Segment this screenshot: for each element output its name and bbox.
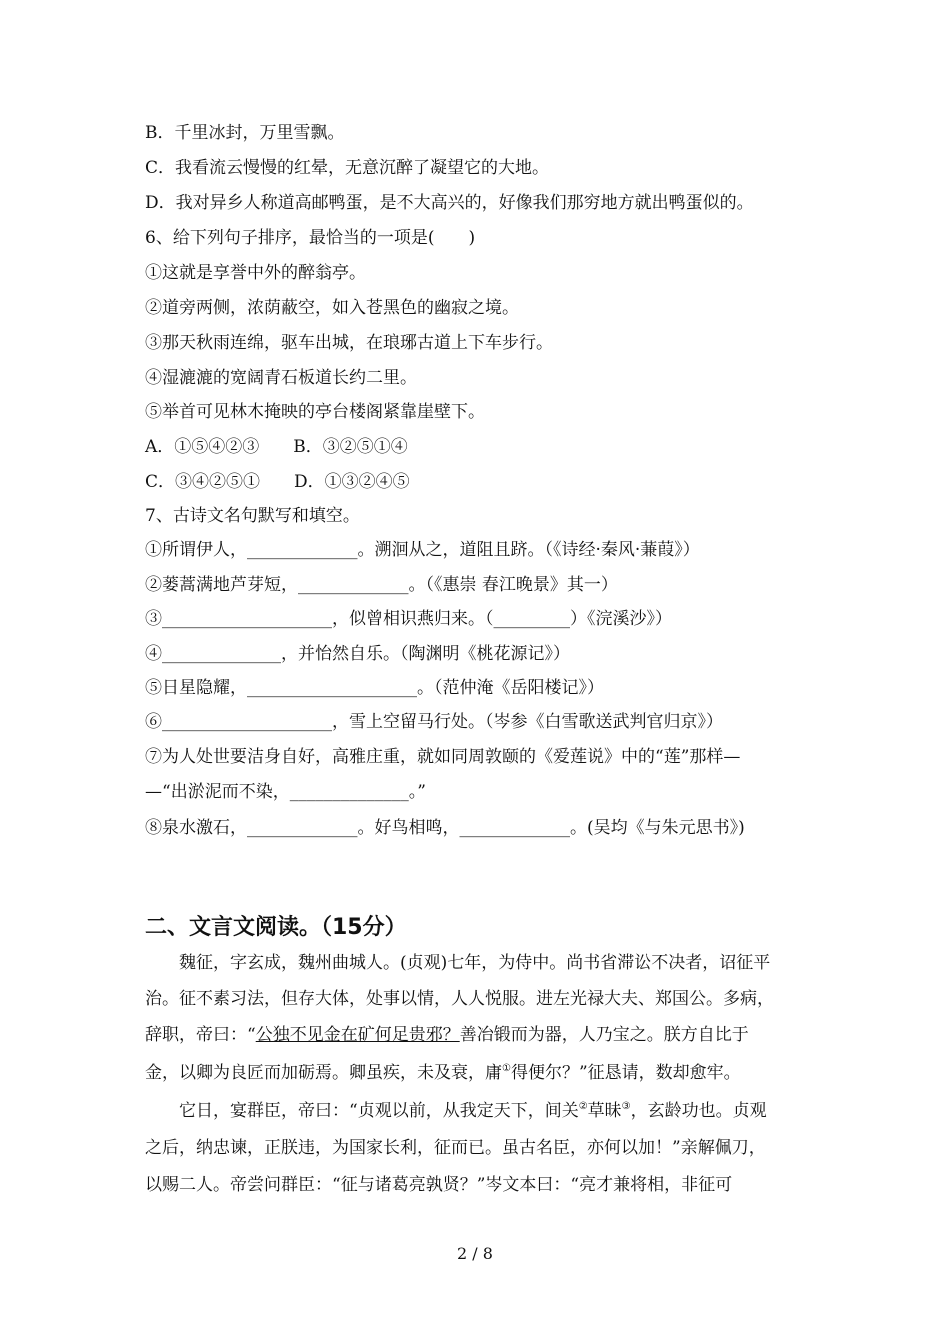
option-d: D．我对异乡人称道高邮鸭蛋，是不大高兴的，好像我们那穷地方就出鸭蛋似的。	[145, 193, 754, 213]
q7-item: ⑥____________________，雪上空留马行处。（岑参《白雪歌送武判官归京》）	[145, 712, 723, 732]
q7-item: ⑤日星隐耀，____________________。（范仲淹《岳阳楼记》）	[145, 678, 604, 698]
q7-item: ④______________，并怡然自乐。（陶渊明《桃花源记》）	[145, 644, 570, 664]
passage-line: 之后，纳忠谏，正朕违，为国家长利，征而已。虽古名臣，亦何以加！”亲解佩刀，	[145, 1138, 766, 1158]
passage-line: 治。征不素习法，但存大体，处事以情，人人悦服。进左光禄大夫、郑国公。多病，	[145, 989, 774, 1009]
q7-item: ②蒌蒿满地芦芽短，_____________。（《惠崇 春江晚景》其一）	[145, 575, 618, 595]
q7-item: ①所谓伊人，_____________。溯洄从之，道阻且跻。（《诗经·秦风·蒹葭》）	[145, 540, 700, 560]
question-7-stem: 7、古诗文名句默写和填空。	[145, 506, 360, 526]
text: ，玄龄功也。贞观	[630, 1101, 767, 1121]
text: 它日，宴群臣，帝曰：“贞观以前，从我定天下，间关	[145, 1101, 579, 1121]
text: 善冶锻而为器，人乃宝之。朕方自比于	[459, 1025, 749, 1045]
q7-item: —“出淤泥而不染，______________。”	[145, 782, 426, 802]
q7-item: ⑦为人处世要洁身自好，高雅庄重，就如同周敦颐的《爱莲说》中的“莲”那样—	[145, 747, 741, 767]
option-b: B．千里冰封，万里雪飘。	[145, 123, 345, 143]
q6-options-ab: A．①⑤④②③ B．③②⑤①④	[145, 437, 408, 457]
text: 得便尔？”征恳请，数却愈牢。	[510, 1063, 741, 1083]
passage-line: 以赐二人。帝尝问群臣：“征与诸葛亮孰贤？”岑文本曰：“亮才兼将相，非征可	[145, 1175, 733, 1195]
q6-item: ②道旁两侧，浓荫蔽空，如入苍黑色的幽寂之境。	[145, 298, 519, 318]
text: 辞职，帝曰：“	[145, 1025, 256, 1045]
section-heading: 二、文言文阅读。（15分）	[145, 915, 407, 940]
footnote-mark: ②	[578, 1101, 588, 1112]
footnote-mark: ①	[502, 1063, 511, 1074]
underlined-sentence: 公独不见金在矿何足贵邪？	[255, 1025, 460, 1045]
q7-item: ③____________________，似曾相识燕归来。（_________）《浣溪沙》）	[145, 609, 672, 629]
q7-item: ⑧泉水激石，_____________。好鸟相鸣，_____________。(吴均《与朱元思书》)	[145, 818, 745, 838]
q6-item: ③那天秋雨连绵，驱车出城，在琅琊古道上下车步行。	[145, 333, 553, 353]
page-number: 2 / 8	[457, 1244, 493, 1263]
passage-line	[145, 1024, 749, 1046]
passage-line: 魏征，字玄成，魏州曲城人。(贞观)七年，为侍中。尚书省滞讼不决者，诏征平	[145, 953, 771, 973]
q6-options-cd: C．③④②⑤① D．①③②④⑤	[145, 472, 410, 492]
passage-line	[145, 1100, 767, 1122]
question-6-stem: 6、给下列句子排序，最恰当的一项是( )	[145, 228, 476, 248]
text: 草昧	[587, 1101, 622, 1121]
passage-line	[145, 1062, 741, 1084]
q6-item: ④湿漉漉的宽阔青石板道长约二里。	[145, 368, 417, 388]
q6-item: ①这就是享誉中外的醉翁亭。	[145, 263, 366, 283]
option-c: C．我看流云慢慢的红晕，无意沉醉了凝望它的大地。	[145, 158, 550, 178]
text: 金，以卿为良匠而加砺焉。卿虽疾，未及衰，庸	[145, 1063, 502, 1083]
q6-item: ⑤举首可见林木掩映的亭台楼阁紧靠崖壁下。	[145, 402, 485, 422]
footnote-mark: ③	[621, 1101, 631, 1112]
